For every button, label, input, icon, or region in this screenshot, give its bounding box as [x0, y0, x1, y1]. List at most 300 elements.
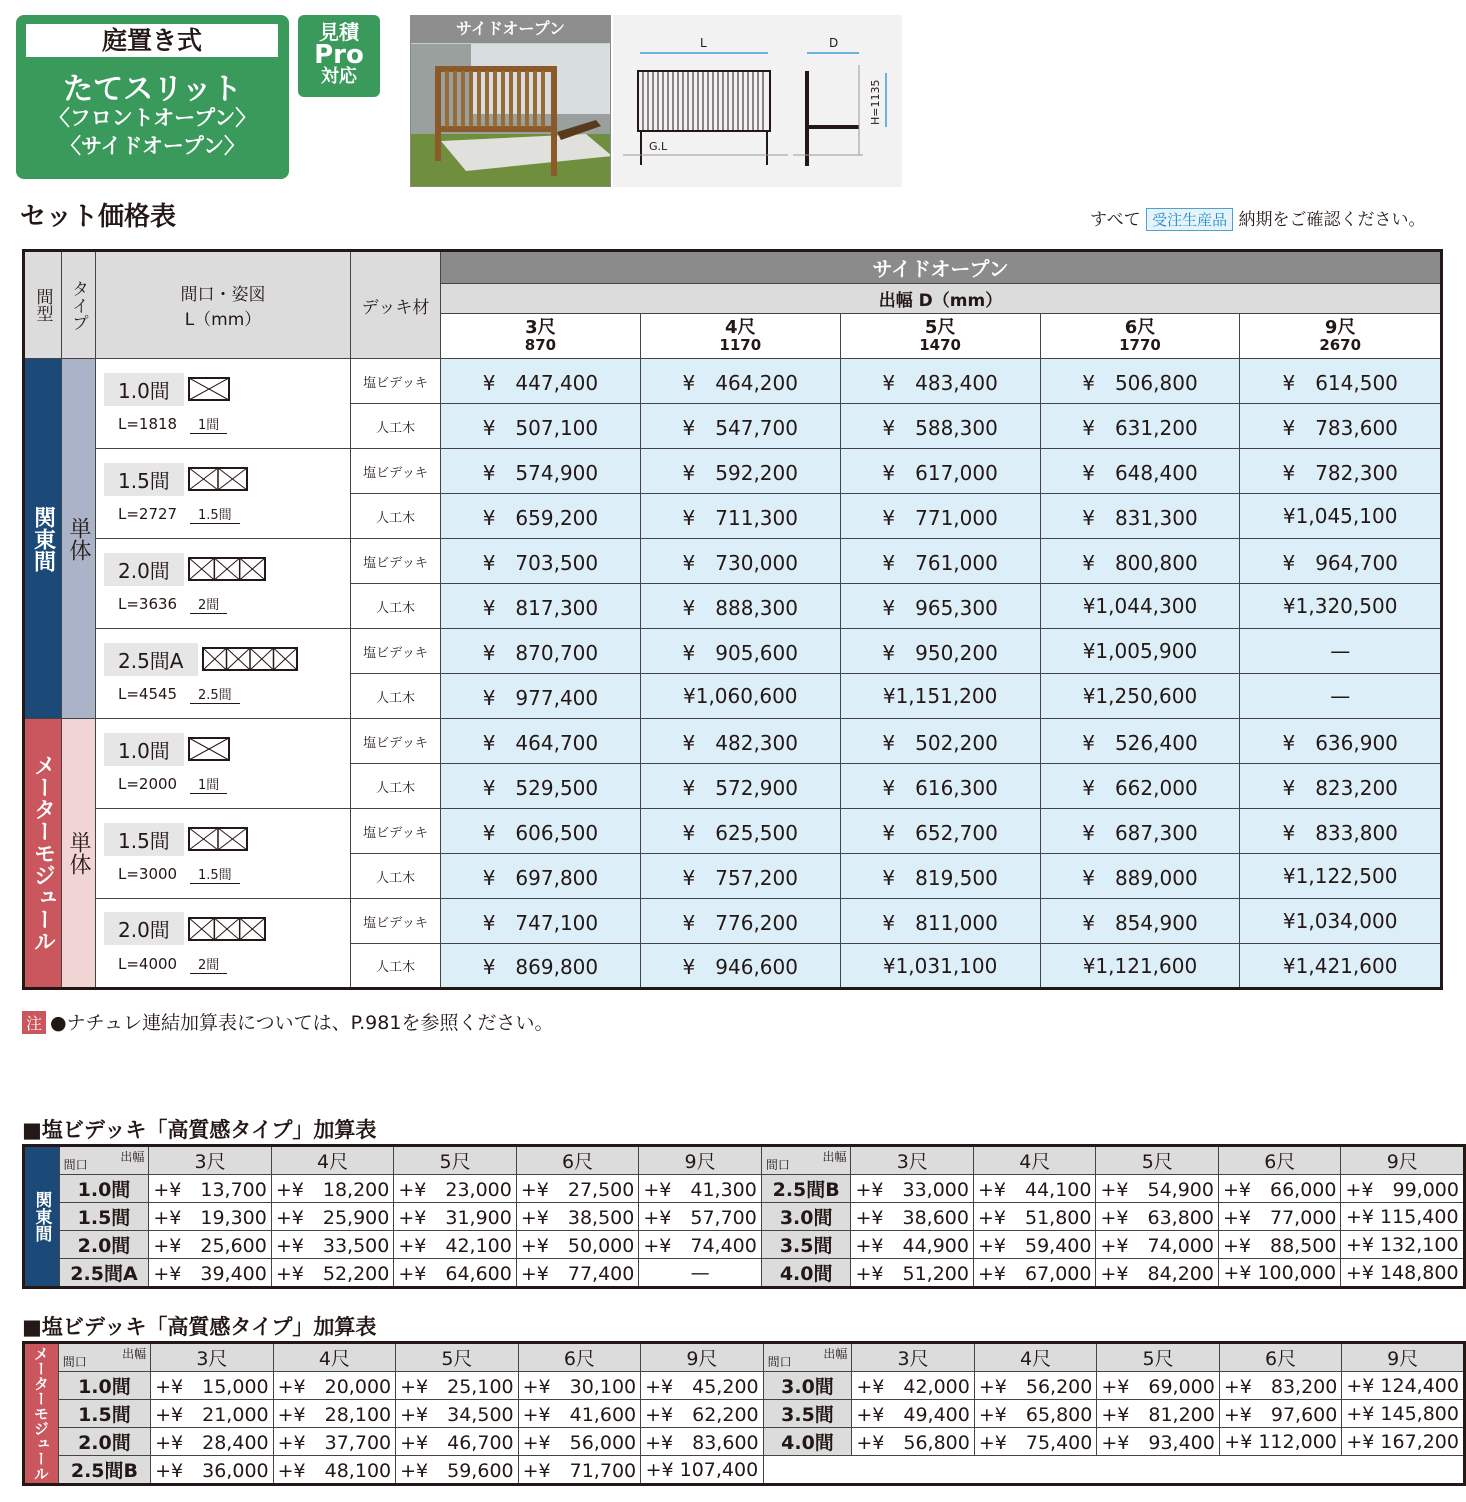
- addon-value: +¥ 45,200: [641, 1372, 764, 1400]
- size-ken: 2間: [190, 594, 227, 614]
- size-label: 2.5間A: [104, 643, 198, 676]
- price-cell: ¥ 574,900: [441, 449, 641, 494]
- addon-value: +¥ 38,500: [516, 1203, 639, 1231]
- badge-title: たてスリット: [63, 72, 242, 107]
- deck-material: 塩ビデッキ: [351, 629, 441, 674]
- addon-value: +¥ 100,000: [1218, 1259, 1341, 1288]
- addon-row-label: 3.0間: [761, 1203, 851, 1231]
- addon-col-header: 3尺: [851, 1146, 974, 1175]
- addon-value: +¥ 69,000: [1097, 1372, 1220, 1400]
- panel-diagram-icon: [202, 646, 298, 680]
- price-cell: ¥1,421,600: [1240, 944, 1442, 989]
- addon-value: +¥ 63,800: [1096, 1203, 1219, 1231]
- price-cell: —: [1240, 674, 1442, 719]
- footnote: [22, 1008, 553, 1035]
- addon-col-header: 4尺: [271, 1146, 394, 1175]
- deck-material: 塩ビデッキ: [351, 359, 441, 404]
- addon-value: +¥ 23,000: [394, 1175, 517, 1203]
- addon-col-header: 9尺: [1341, 1146, 1465, 1175]
- addon-col-header: 4尺: [273, 1343, 396, 1372]
- addon-value: +¥ 34,500: [396, 1400, 519, 1428]
- deck-material: 人工木: [351, 494, 441, 539]
- price-cell: ¥1,122,500: [1240, 854, 1442, 899]
- price-cell: ¥ 888,300: [640, 584, 840, 629]
- depth-mm: 2670: [1319, 335, 1362, 354]
- price-cell: ¥1,005,900: [1040, 629, 1240, 674]
- side-open-header: サイドオープン: [441, 251, 1442, 284]
- addon-value: +¥ 56,000: [518, 1428, 641, 1456]
- addon-value: +¥ 167,200: [1342, 1428, 1465, 1456]
- addon-value: +¥ 50,000: [516, 1231, 639, 1259]
- price-cell: ¥ 687,300: [1040, 809, 1240, 854]
- size-cell: [96, 899, 351, 989]
- corner-bottom: 間口: [765, 1158, 790, 1172]
- price-cell: ¥ 761,000: [840, 539, 1040, 584]
- col-head-size-unit: L（mm）: [184, 310, 262, 330]
- addon-value: +¥ 59,600: [396, 1456, 519, 1485]
- size-L: L=4545: [118, 685, 178, 704]
- size-cell: [96, 359, 351, 449]
- size-bottom: [104, 864, 350, 884]
- addon-col-header: 3尺: [151, 1343, 274, 1372]
- price-cell: ¥ 502,200: [840, 719, 1040, 764]
- size-cell: [96, 449, 351, 539]
- depth-mm: 1770: [1119, 335, 1161, 354]
- price-cell: ¥ 652,700: [840, 809, 1040, 854]
- price-cell: ¥ 636,900: [1240, 719, 1442, 764]
- size-cell: [96, 719, 351, 809]
- price-cell: ¥ 616,300: [840, 764, 1040, 809]
- addon-value: +¥ 19,300: [149, 1203, 272, 1231]
- addon-row-label: 1.5間: [59, 1203, 149, 1231]
- price-cell: ¥ 625,500: [640, 809, 840, 854]
- addon-value: +¥ 64,600: [394, 1259, 517, 1288]
- addon-value: +¥ 37,700: [273, 1428, 396, 1456]
- addon-col-header: 3尺: [852, 1343, 975, 1372]
- deck-material: 人工木: [351, 764, 441, 809]
- addon-value: +¥ 71,700: [518, 1456, 641, 1485]
- addon-header-row: [24, 1343, 1465, 1372]
- addon1-title: ■塩ビデッキ「高質感タイプ」加算表: [22, 1118, 377, 1142]
- addon-header-row: [24, 1146, 1465, 1175]
- addon-row-label: 1.0間: [59, 1175, 149, 1203]
- addon-value: +¥ 51,200: [851, 1259, 974, 1288]
- addon-table-kanto: [22, 1144, 1466, 1289]
- col-head-type: タイプ: [62, 251, 96, 359]
- price-cell: ¥1,045,100: [1240, 494, 1442, 539]
- panel-diagram-icon: [188, 466, 248, 500]
- note-mark: 注: [22, 1011, 46, 1034]
- price-row: [24, 719, 1442, 764]
- addon-col-header: 5尺: [1096, 1146, 1219, 1175]
- size-top: [104, 733, 350, 771]
- depth-shaku: 4尺: [725, 316, 756, 338]
- addon-row: [24, 1203, 1465, 1231]
- addon-row-label: 3.0間: [763, 1372, 852, 1400]
- addon-col-header: 9尺: [641, 1343, 764, 1372]
- addon-row: [24, 1428, 1465, 1456]
- price-cell: ¥ 464,200: [640, 359, 840, 404]
- pro-line2: Pro: [314, 40, 364, 70]
- addon-value: +¥ 93,400: [1097, 1428, 1220, 1456]
- addon-value: +¥ 25,600: [149, 1231, 272, 1259]
- addon-row-label: 4.0間: [761, 1259, 851, 1288]
- price-cell: ¥ 776,200: [640, 899, 840, 944]
- addon-value: +¥ 49,400: [852, 1400, 975, 1428]
- depth-shaku: 5尺: [924, 316, 956, 338]
- price-cell: ¥ 592,200: [640, 449, 840, 494]
- price-cell: ¥ 614,500: [1240, 359, 1442, 404]
- addon-row: [24, 1400, 1465, 1428]
- addon-col-header: 4尺: [974, 1343, 1097, 1372]
- panel-diagram-icon: [188, 376, 230, 410]
- price-cell: ¥ 648,400: [1040, 449, 1240, 494]
- price-cell: ¥ 782,300: [1240, 449, 1442, 494]
- panel-diagram-icon: [188, 916, 266, 950]
- price-cell: ¥ 547,700: [640, 404, 840, 449]
- note-text: ●ナチュレ連結加算表については、P.981を参照ください。: [50, 1012, 554, 1034]
- addon-empty: [763, 1456, 1464, 1485]
- deck-material: 人工木: [351, 404, 441, 449]
- price-cell: ¥ 965,300: [840, 584, 1040, 629]
- addon-row-label: 2.5間B: [761, 1175, 851, 1203]
- addon-value: +¥ 148,800: [1341, 1259, 1465, 1288]
- addon-value: +¥ 15,000: [151, 1372, 274, 1400]
- addon-value: +¥ 57,700: [639, 1203, 762, 1231]
- price-cell: ¥ 823,200: [1240, 764, 1442, 809]
- addon-row-label: 2.5間A: [59, 1259, 149, 1288]
- size-ken: 2間: [190, 954, 227, 974]
- price-cell: ¥ 783,600: [1240, 404, 1442, 449]
- deck-material: 人工木: [351, 944, 441, 989]
- deck-material: 塩ビデッキ: [351, 719, 441, 764]
- addon-col-header: 5尺: [394, 1146, 517, 1175]
- price-cell: ¥ 730,000: [640, 539, 840, 584]
- deck-material: 人工木: [351, 854, 441, 899]
- addon-col-header: 5尺: [396, 1343, 519, 1372]
- addon-row-label: 2.0間: [59, 1231, 149, 1259]
- price-cell: ¥ 529,500: [441, 764, 641, 809]
- price-cell: ¥ 483,400: [840, 359, 1040, 404]
- group-label: 関東間: [24, 359, 62, 719]
- size-ken: 1間: [190, 414, 227, 434]
- size-cell: [96, 629, 351, 719]
- size-L: L=3636: [118, 595, 178, 614]
- deck-material: 塩ビデッキ: [351, 449, 441, 494]
- price-row: [24, 359, 1442, 404]
- size-top: [104, 553, 350, 591]
- corner-bottom: 間口: [63, 1158, 88, 1172]
- deck-material: 塩ビデッキ: [351, 809, 441, 854]
- type-label: 単体: [62, 359, 96, 719]
- depth-mm: 1470: [919, 335, 961, 354]
- dimension-diagram: [613, 15, 902, 187]
- price-cell: ¥1,031,100: [840, 944, 1040, 989]
- pro-line1: 見積: [319, 20, 359, 44]
- addon-value: +¥ 65,800: [974, 1400, 1097, 1428]
- price-cell: ¥1,034,000: [1240, 899, 1442, 944]
- addon-row-label: 1.5間: [58, 1400, 150, 1428]
- depth-mm: 870: [524, 335, 557, 354]
- addon-value: +¥ 77,000: [1218, 1203, 1341, 1231]
- addon-value: +¥ 51,800: [973, 1203, 1096, 1231]
- addon-value: +¥ 31,900: [394, 1203, 517, 1231]
- addon-value: +¥ 75,400: [974, 1428, 1097, 1456]
- size-label: 2.0間: [104, 553, 184, 586]
- notice-post: 納期をご確認ください。: [1238, 210, 1426, 230]
- price-cell: ¥ 889,000: [1040, 854, 1240, 899]
- col-head-size: [96, 251, 351, 359]
- price-cell: ¥ 757,200: [640, 854, 840, 899]
- dim-L-label: L: [700, 36, 707, 50]
- deck-material: 塩ビデッキ: [351, 899, 441, 944]
- size-top: [104, 643, 350, 681]
- addon-value: +¥ 59,400: [973, 1231, 1096, 1259]
- addon-value: +¥ 132,100: [1341, 1231, 1465, 1259]
- price-cell: ¥1,044,300: [1040, 584, 1240, 629]
- addon-row-label: 1.0間: [58, 1372, 150, 1400]
- deck-material: 人工木: [351, 674, 441, 719]
- price-cell: ¥ 464,700: [441, 719, 641, 764]
- price-cell: ¥ 617,000: [840, 449, 1040, 494]
- size-cell: [96, 809, 351, 899]
- depth-shaku: 6尺: [1124, 316, 1156, 338]
- price-cell: ¥ 703,500: [441, 539, 641, 584]
- addon-value: +¥ 21,000: [151, 1400, 274, 1428]
- panel-diagram-icon: [188, 556, 266, 590]
- depth-header: 出幅 D（mm）: [441, 284, 1442, 314]
- corner-top: 出幅: [120, 1150, 145, 1164]
- addon-corner: [761, 1146, 851, 1175]
- depth-col-3: [1040, 314, 1240, 359]
- size-top: [104, 463, 350, 501]
- depth-col-2: [840, 314, 1040, 359]
- addon-value: +¥ 28,100: [273, 1400, 396, 1428]
- price-cell: ¥ 771,000: [840, 494, 1040, 539]
- col-head-deck: デッキ材: [351, 251, 441, 359]
- price-cell: ¥1,151,200: [840, 674, 1040, 719]
- addon-value: +¥ 41,300: [639, 1175, 762, 1203]
- addon-corner: [763, 1343, 852, 1372]
- panel-diagram-icon: [188, 826, 248, 860]
- group-label: メーターモジュール: [24, 719, 62, 989]
- size-top: [104, 373, 350, 411]
- corner-bottom: 間口: [62, 1355, 87, 1369]
- size-bottom: [104, 684, 350, 704]
- price-cell: ¥1,320,500: [1240, 584, 1442, 629]
- depth-shaku: 3尺: [525, 316, 556, 338]
- dim-H-label: H=1135: [869, 79, 882, 125]
- addon-value: +¥ 46,700: [396, 1428, 519, 1456]
- size-bottom: [104, 594, 350, 614]
- addon-value: +¥ 81,200: [1097, 1400, 1220, 1428]
- size-top: [104, 912, 350, 950]
- price-cell: ¥ 572,900: [640, 764, 840, 809]
- price-cell: ¥ 606,500: [441, 809, 641, 854]
- addon-col-header: 6尺: [516, 1146, 639, 1175]
- price-cell: ¥ 831,300: [1040, 494, 1240, 539]
- panel-diagram-icon: [188, 736, 230, 770]
- addon-value: +¥ 38,600: [851, 1203, 974, 1231]
- price-cell: ¥ 811,000: [840, 899, 1040, 944]
- addon-value: +¥ 13,700: [149, 1175, 272, 1203]
- size-L: L=3000: [118, 865, 178, 884]
- addon-value: +¥ 124,400: [1342, 1372, 1465, 1400]
- size-ken: 1.5間: [190, 504, 240, 524]
- price-cell: ¥1,121,600: [1040, 944, 1240, 989]
- col-head-group: 間型: [24, 251, 62, 359]
- addon-value: +¥ 97,600: [1219, 1400, 1342, 1428]
- price-cell: ¥ 905,600: [640, 629, 840, 674]
- addon-group-label: 関東間: [24, 1146, 60, 1288]
- depth-col-0: [441, 314, 641, 359]
- addon-row-label: 4.0間: [763, 1428, 852, 1456]
- price-cell: ¥ 800,800: [1040, 539, 1240, 584]
- addon-row-label: 3.5間: [761, 1231, 851, 1259]
- price-cell: ¥ 870,700: [441, 629, 641, 674]
- price-cell: ¥ 659,200: [441, 494, 641, 539]
- badge-sub1: 〈フロントオープン〉: [48, 106, 257, 130]
- size-ken: 2.5間: [190, 684, 240, 704]
- addon-value: +¥ 145,800: [1342, 1400, 1465, 1428]
- addon-value: +¥ 36,000: [151, 1456, 274, 1485]
- addon-value: +¥ 41,600: [518, 1400, 641, 1428]
- addon-row-label: 2.5間B: [58, 1456, 150, 1485]
- addon-value: +¥ 84,200: [1096, 1259, 1219, 1288]
- addon-col-header: 6尺: [518, 1343, 641, 1372]
- size-label: 1.5間: [104, 463, 184, 496]
- addon-col-header: 4尺: [973, 1146, 1096, 1175]
- price-cell: ¥ 697,800: [441, 854, 641, 899]
- price-row: [24, 899, 1442, 944]
- addon-row: [24, 1259, 1465, 1288]
- mitsumori-pro-badge: [298, 15, 380, 97]
- price-cell: ¥ 526,400: [1040, 719, 1240, 764]
- size-cell: [96, 539, 351, 629]
- addon-value: +¥ 83,600: [641, 1428, 764, 1456]
- section-title: セット価格表: [20, 202, 177, 232]
- addon-value: +¥ 54,900: [1096, 1175, 1219, 1203]
- addon-value: +¥ 74,000: [1096, 1231, 1219, 1259]
- addon-col-header: 9尺: [639, 1146, 762, 1175]
- addon-col-header: 5尺: [1097, 1343, 1220, 1372]
- price-cell: ¥ 662,000: [1040, 764, 1240, 809]
- price-cell: ¥ 964,700: [1240, 539, 1442, 584]
- addon-value: +¥ 42,000: [852, 1372, 975, 1400]
- addon-value: +¥ 66,000: [1218, 1175, 1341, 1203]
- made-to-order-tag: 受注生産品: [1146, 208, 1233, 231]
- addon-col-header: 9尺: [1342, 1343, 1465, 1372]
- price-row: [24, 449, 1442, 494]
- addon-table-meter: [22, 1341, 1466, 1486]
- price-cell: ¥ 588,300: [840, 404, 1040, 449]
- addon-col-header: 6尺: [1219, 1343, 1342, 1372]
- addon-value: —: [639, 1259, 762, 1288]
- size-label: 1.0間: [104, 733, 184, 766]
- price-cell: ¥ 946,600: [640, 944, 840, 989]
- price-table: [22, 249, 1443, 990]
- addon-col-header: 6尺: [1218, 1146, 1341, 1175]
- price-cell: ¥ 711,300: [640, 494, 840, 539]
- price-cell: ¥ 950,200: [840, 629, 1040, 674]
- deck-material: 人工木: [351, 584, 441, 629]
- addon-value: +¥ 56,800: [852, 1428, 975, 1456]
- price-cell: ¥ 631,200: [1040, 404, 1240, 449]
- addon-value: +¥ 77,400: [516, 1259, 639, 1288]
- col-head-size-label: 間口・姿図: [180, 285, 266, 305]
- addon-row: [24, 1175, 1465, 1203]
- notice-pre: すべて: [1090, 210, 1141, 230]
- price-cell: ¥ 482,300: [640, 719, 840, 764]
- size-top: [104, 823, 350, 861]
- size-bottom: [104, 414, 350, 434]
- addon2-title: ■塩ビデッキ「高質感タイプ」加算表: [22, 1315, 377, 1339]
- price-cell: ¥1,060,600: [640, 674, 840, 719]
- type-label: 単体: [62, 719, 96, 989]
- size-L: L=2727: [118, 505, 178, 524]
- order-notice: [1090, 205, 1426, 231]
- addon-value: +¥ 28,400: [151, 1428, 274, 1456]
- addon-value: +¥ 39,400: [149, 1259, 272, 1288]
- photo-label: サイドオープン: [410, 15, 611, 43]
- addon-value: +¥ 44,100: [973, 1175, 1096, 1203]
- price-cell: ¥ 447,400: [441, 359, 641, 404]
- addon-value: +¥ 112,000: [1219, 1428, 1342, 1456]
- addon-group-label: メーターモジュール: [24, 1343, 59, 1485]
- addon-value: +¥ 99,000: [1341, 1175, 1465, 1203]
- addon-row: [24, 1456, 1465, 1485]
- pro-line3: 対応: [321, 66, 357, 87]
- addon-value: +¥ 25,100: [396, 1372, 519, 1400]
- addon-row: [24, 1372, 1465, 1400]
- addon-value: +¥ 62,200: [641, 1400, 764, 1428]
- size-bottom: [104, 774, 350, 794]
- price-cell: ¥ 819,500: [840, 854, 1040, 899]
- dim-D-label: D: [829, 36, 839, 50]
- deck-material: 塩ビデッキ: [351, 539, 441, 584]
- size-ken: 1.5間: [190, 864, 240, 884]
- size-bottom: [104, 954, 350, 974]
- depth-col-4: [1240, 314, 1442, 359]
- price-row: [24, 809, 1442, 854]
- addon-value: +¥ 83,200: [1219, 1372, 1342, 1400]
- addon-row-label: 2.0間: [58, 1428, 150, 1456]
- addon-value: +¥ 42,100: [394, 1231, 517, 1259]
- depth-col-1: [640, 314, 840, 359]
- addon-value: +¥ 74,400: [639, 1231, 762, 1259]
- price-cell: ¥ 507,100: [441, 404, 641, 449]
- size-label: 1.0間: [104, 373, 184, 406]
- price-cell: ¥ 747,100: [441, 899, 641, 944]
- addon-value: +¥ 88,500: [1218, 1231, 1341, 1259]
- price-cell: ¥1,250,600: [1040, 674, 1240, 719]
- addon-value: +¥ 20,000: [273, 1372, 396, 1400]
- addon-value: +¥ 25,900: [271, 1203, 394, 1231]
- corner-top: 出幅: [823, 1347, 848, 1361]
- corner-top: 出幅: [822, 1150, 847, 1164]
- addon-corner: [58, 1343, 150, 1372]
- addon-value: +¥ 48,100: [273, 1456, 396, 1485]
- addon-value: +¥ 56,200: [974, 1372, 1097, 1400]
- addon-value: +¥ 33,500: [271, 1231, 394, 1259]
- corner-top: 出幅: [122, 1347, 147, 1361]
- addon-value: +¥ 107,400: [641, 1456, 764, 1485]
- badge-sub2: 〈サイドオープン〉: [59, 134, 245, 158]
- price-row: [24, 629, 1442, 674]
- size-bottom: [104, 504, 350, 524]
- addon-value: +¥ 52,200: [271, 1259, 394, 1288]
- price-row: [24, 539, 1442, 584]
